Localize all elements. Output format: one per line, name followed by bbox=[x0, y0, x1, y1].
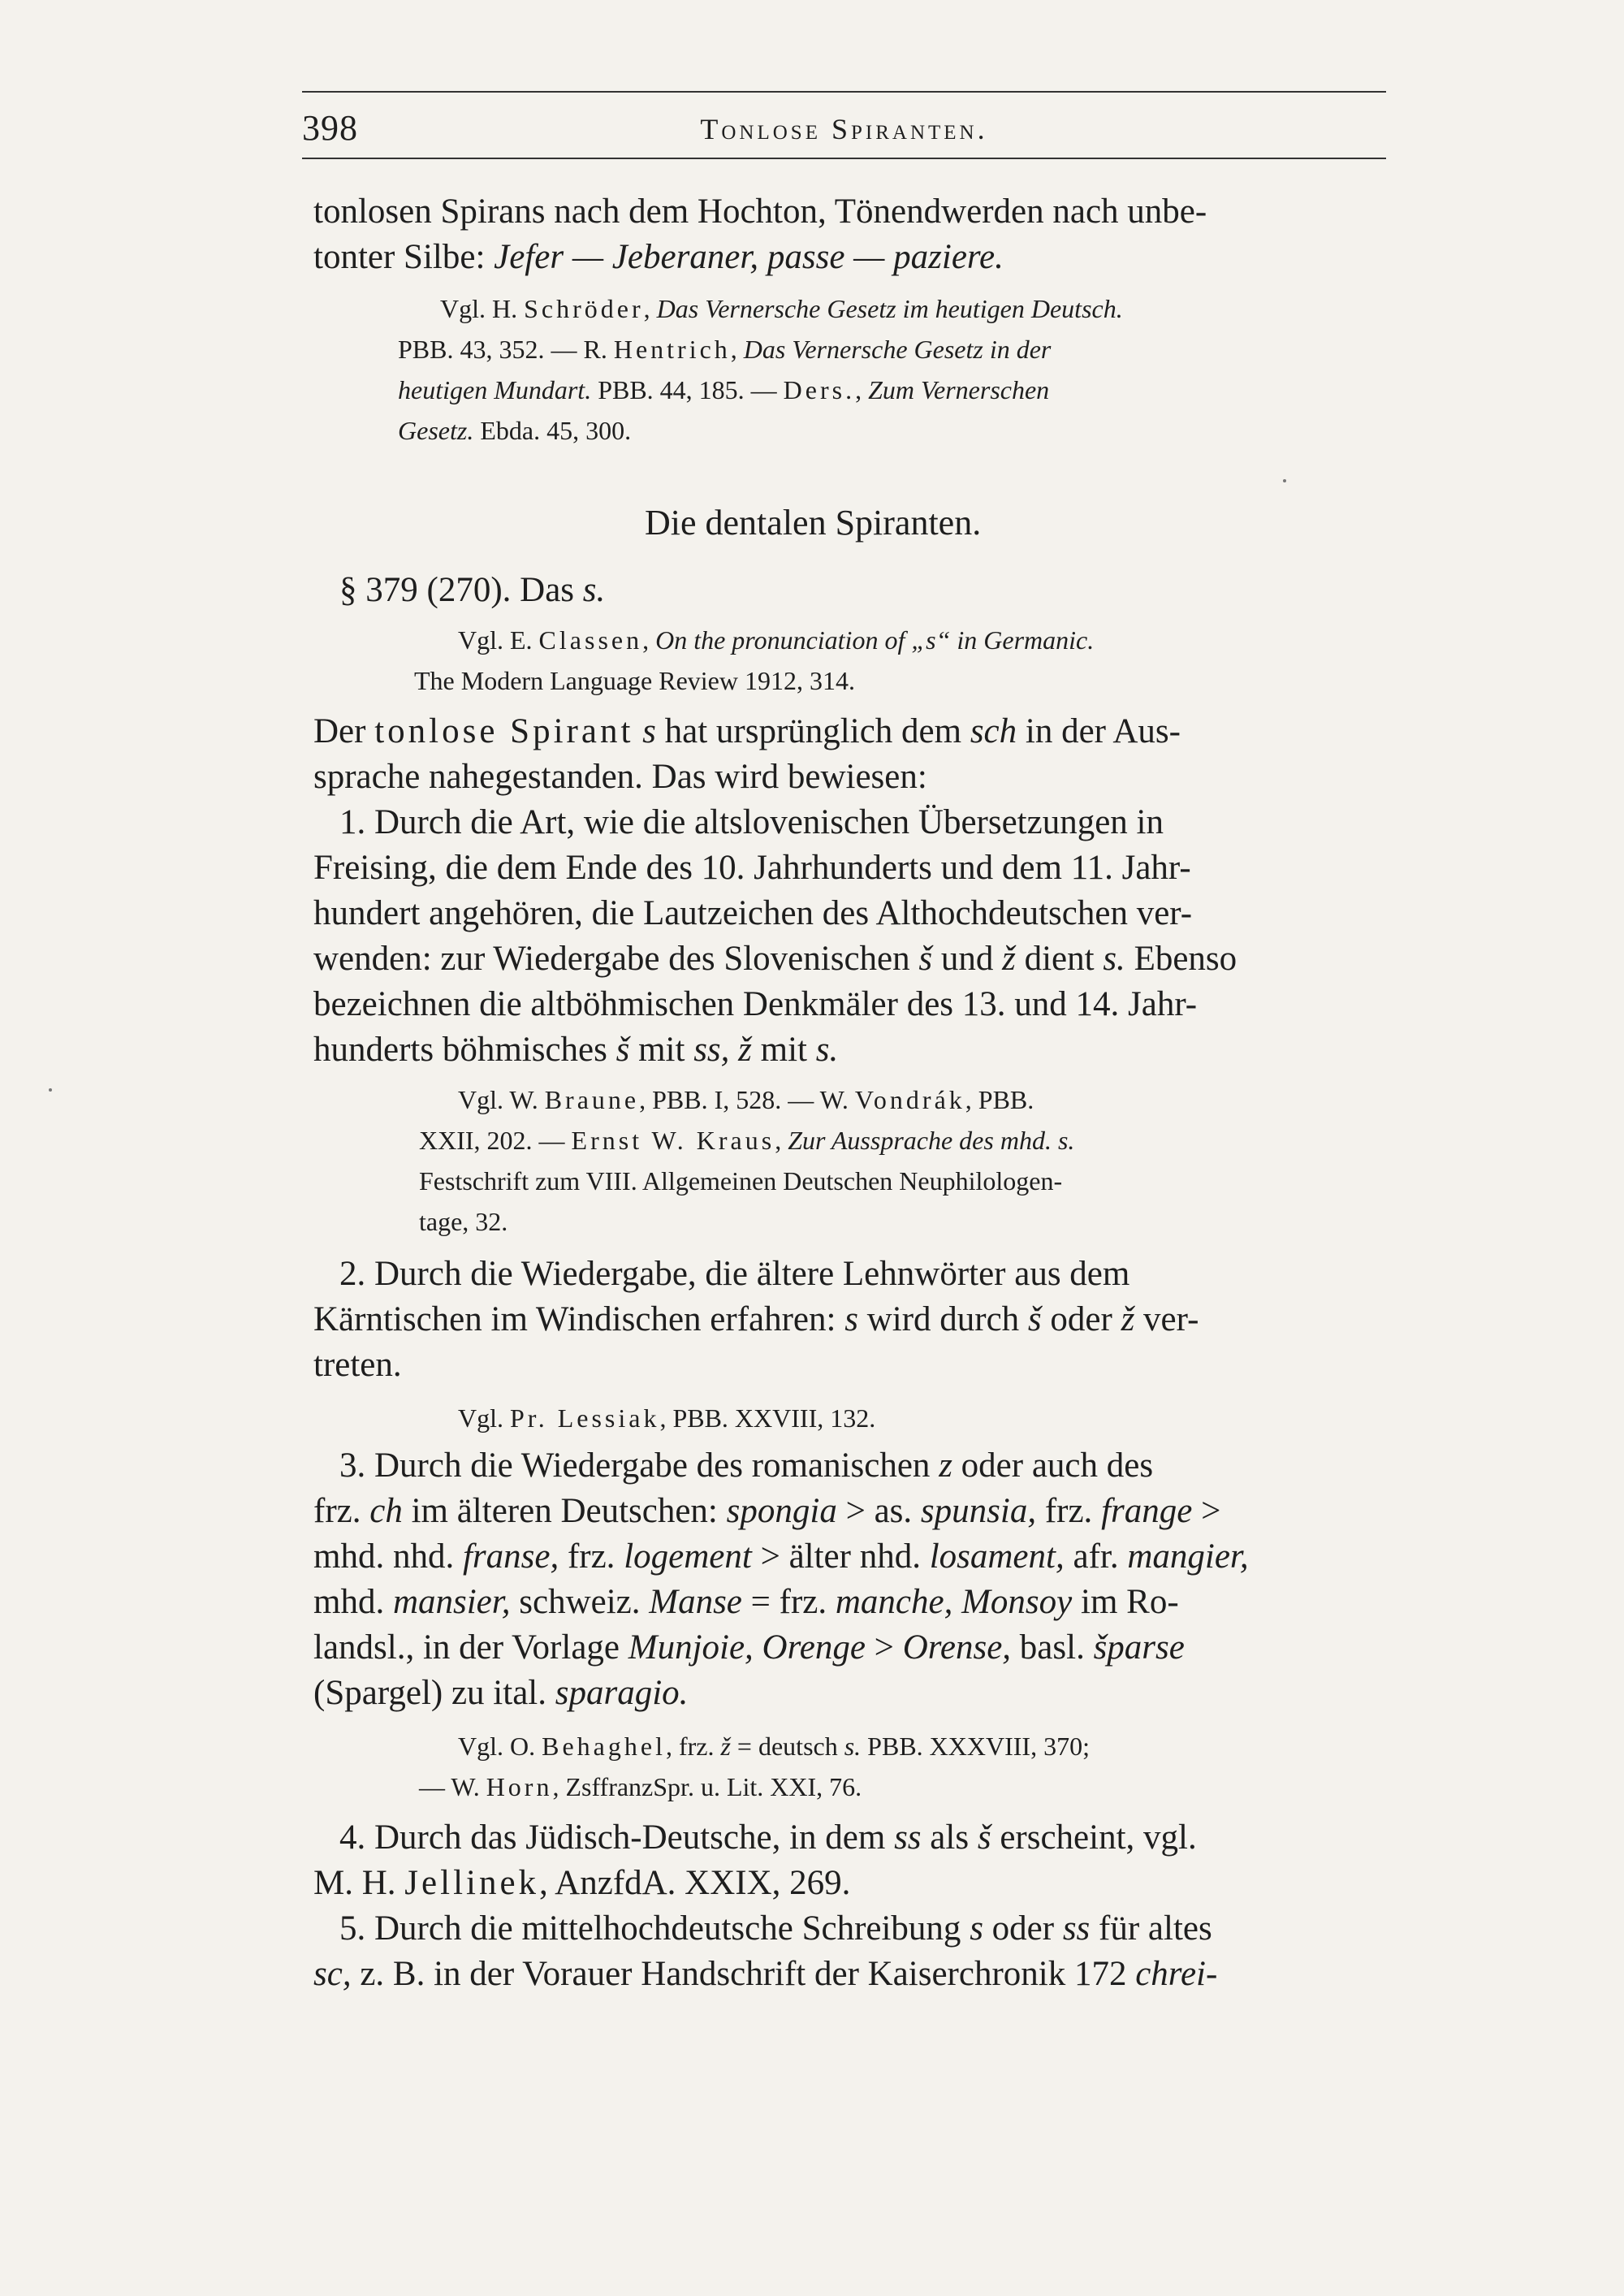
italic-span: franse, bbox=[462, 1537, 559, 1576]
text-span: Der bbox=[313, 712, 375, 750]
italic-span: spongia bbox=[726, 1492, 837, 1530]
text-span: Vgl. E. bbox=[458, 625, 539, 655]
reference-line bbox=[398, 375, 1049, 405]
text-span: oder bbox=[983, 1909, 1063, 1948]
reference-line: Festschrift zum VIII. Allgemeinen Deutschen Neuphilologen- bbox=[419, 1166, 1063, 1196]
italic-span: s. bbox=[1103, 940, 1125, 978]
text-span: in der Aus- bbox=[1017, 712, 1181, 750]
text-line bbox=[339, 1909, 1212, 1948]
text-span: , PBB. bbox=[965, 1085, 1034, 1114]
author-name: Horn bbox=[486, 1772, 553, 1801]
italic-span: ž bbox=[1121, 1300, 1135, 1338]
author-name: Braune bbox=[544, 1085, 640, 1114]
italic-span: Gesetz. bbox=[398, 416, 474, 445]
text-span: frz. bbox=[313, 1492, 370, 1530]
text-span: XXII, 202. — bbox=[419, 1126, 572, 1155]
text-span: dient bbox=[1015, 940, 1104, 978]
text-span: mit bbox=[751, 1031, 816, 1069]
text-span: > bbox=[1192, 1492, 1221, 1530]
italic-span: s bbox=[633, 712, 656, 750]
text-line bbox=[313, 1030, 838, 1070]
text-span: hunderts böhmisches bbox=[313, 1031, 616, 1069]
italic-span: z bbox=[939, 1446, 952, 1485]
text-line bbox=[313, 1673, 688, 1713]
text-span: z. B. in der Vorauer Handschrift der Kaiserchronik 172 bbox=[351, 1955, 1136, 1993]
author-name: Hentrich bbox=[613, 335, 731, 364]
italic-span: ss bbox=[894, 1818, 922, 1857]
italic-span: manche, Monsoy bbox=[835, 1583, 1073, 1621]
text-span: hat ursprünglich dem bbox=[655, 712, 970, 750]
reference-line bbox=[398, 335, 1051, 365]
text-span: 4. Durch das Jüdisch-Deutsche, in dem bbox=[339, 1818, 895, 1857]
italic-span: Das Vernersche Gesetz in der bbox=[743, 335, 1052, 364]
text-span: > bbox=[865, 1628, 903, 1667]
text-span: , bbox=[855, 375, 869, 404]
text-span: ver- bbox=[1134, 1300, 1199, 1338]
text-span: wenden: zur Wiedergabe des Slovenischen bbox=[313, 940, 919, 978]
text-span: mhd. nhd. bbox=[313, 1537, 463, 1576]
text-line bbox=[313, 711, 1181, 751]
text-line: Freising, die dem Ende des 10. Jahrhunderts und dem 11. Jahr- bbox=[313, 849, 1191, 887]
italic-span: s. bbox=[582, 571, 606, 609]
italic-span: sch bbox=[970, 712, 1017, 750]
italic-span: Zur Aussprache des mhd. s. bbox=[788, 1126, 1075, 1155]
text-span: Vgl. W. bbox=[458, 1085, 545, 1114]
italic-span: mangier, bbox=[1127, 1537, 1249, 1576]
text-span: , AnzfdA. XXIX, 269. bbox=[539, 1864, 851, 1902]
text-span: Ebda. 45, 300. bbox=[473, 416, 632, 445]
author-name: Pr. Lessiak bbox=[510, 1403, 660, 1433]
text-span: frz. bbox=[1036, 1492, 1102, 1530]
text-line: treten. bbox=[313, 1346, 402, 1384]
text-span: Vgl. bbox=[458, 1403, 510, 1433]
italic-span: Manse bbox=[649, 1583, 742, 1621]
text-span: = deutsch bbox=[730, 1732, 844, 1761]
text-line bbox=[313, 237, 1004, 277]
italic-span: ž bbox=[720, 1732, 731, 1761]
text-span: Vgl. H. bbox=[440, 294, 525, 323]
reference-line bbox=[458, 625, 1094, 655]
text-span: PBB. XXXVIII, 370; bbox=[861, 1732, 1090, 1761]
text-line bbox=[313, 1628, 1185, 1667]
text-span: , PBB. XXVIII, 132. bbox=[659, 1403, 876, 1433]
text-span: tonter Silbe: bbox=[313, 238, 495, 276]
author-name: Ernst W. Kraus bbox=[571, 1126, 775, 1155]
text-line bbox=[313, 1863, 850, 1903]
text-span: oder auch des bbox=[952, 1446, 1154, 1485]
text-span: Ebenso bbox=[1125, 940, 1237, 978]
scan-speck bbox=[49, 1088, 52, 1092]
text-span: für altes bbox=[1090, 1909, 1212, 1948]
section-heading: Die dentalen Spiranten. bbox=[645, 503, 982, 543]
reference-line: The Modern Language Review 1912, 314. bbox=[414, 666, 855, 695]
italic-span: ž bbox=[1002, 940, 1016, 978]
text-span: § 379 (270). Das bbox=[339, 571, 583, 609]
text-span: , PBB. I, 528. — W. bbox=[639, 1085, 855, 1114]
text-span: wird durch bbox=[857, 1300, 1028, 1338]
text-line: hundert angehören, die Lautzeichen des Althochdeutschen ver- bbox=[313, 894, 1193, 932]
text-span: afr. bbox=[1064, 1537, 1128, 1576]
text-line bbox=[313, 939, 1237, 979]
text-span: mit bbox=[629, 1031, 694, 1069]
reference-line bbox=[398, 416, 631, 446]
text-span: im älteren Deutschen: bbox=[402, 1492, 727, 1530]
italic-span: On the pronunciation of „s“ in Germanic. bbox=[655, 625, 1095, 655]
text-line bbox=[313, 1954, 1217, 1994]
reference-line bbox=[458, 1732, 1090, 1762]
text-span: landsl., in der Vorlage bbox=[313, 1628, 628, 1667]
text-line bbox=[313, 1537, 1249, 1576]
italic-span: s. bbox=[815, 1031, 839, 1069]
author-name: Jellinek bbox=[404, 1864, 540, 1902]
text-span: , bbox=[642, 625, 656, 655]
italic-span: losament, bbox=[929, 1537, 1065, 1576]
text-span: PBB. 44, 185. — bbox=[591, 375, 784, 404]
reference-line bbox=[458, 1085, 1034, 1115]
text-line: bezeichnen die altböhmischen Denkmäler des 13. und 14. Jahr- bbox=[313, 985, 1198, 1023]
italic-span: ch bbox=[369, 1492, 403, 1530]
text-line bbox=[313, 1491, 1220, 1531]
italic-span: mansier, bbox=[392, 1583, 511, 1621]
text-span: erscheint, vgl. bbox=[991, 1818, 1197, 1857]
text-line bbox=[313, 192, 1207, 231]
text-span: basl. bbox=[1011, 1628, 1094, 1667]
text-span: — W. bbox=[419, 1772, 486, 1801]
text-span: oder bbox=[1041, 1300, 1121, 1338]
text-span: M. H. bbox=[313, 1864, 405, 1902]
italic-span: šparse bbox=[1093, 1628, 1185, 1667]
italic-span: Munjoie, Orenge bbox=[628, 1628, 866, 1667]
text-line bbox=[313, 1299, 1199, 1339]
author-name: Vondrák bbox=[854, 1085, 965, 1114]
italic-span: frange bbox=[1101, 1492, 1193, 1530]
italic-span: Das Vernersche Gesetz im heutigen Deutsch. bbox=[656, 294, 1123, 323]
page-number: 398 bbox=[302, 108, 358, 148]
italic-span: ss bbox=[1062, 1909, 1091, 1948]
italic-span: logement bbox=[624, 1537, 752, 1576]
running-title: Tonlose Spiranten. bbox=[700, 113, 988, 145]
italic-span: spunsia, bbox=[920, 1492, 1037, 1530]
text-span: , ZsffranzSpr. u. Lit. XXI, 76. bbox=[552, 1772, 862, 1801]
text-span: PBB. 43, 352. — R. bbox=[398, 335, 614, 364]
italic-span: š bbox=[977, 1818, 991, 1857]
italic-span: Zum Vernerschen bbox=[868, 375, 1050, 404]
text-line bbox=[339, 1446, 1153, 1485]
author-name: Schröder bbox=[524, 294, 644, 323]
text-span: , frz. bbox=[665, 1732, 721, 1761]
italic-span: Orense, bbox=[902, 1628, 1012, 1667]
paragraph-heading bbox=[339, 570, 605, 610]
reference-line bbox=[419, 1126, 1074, 1156]
text-span: und bbox=[932, 940, 1003, 978]
text-span: (Spargel) zu ital. bbox=[313, 1674, 555, 1712]
reference-line bbox=[440, 294, 1123, 324]
text-span: mhd. bbox=[313, 1583, 393, 1621]
italic-span: š bbox=[918, 940, 933, 978]
text-span: im Ro- bbox=[1072, 1583, 1179, 1621]
italic-span: s bbox=[844, 1300, 858, 1338]
reference-line bbox=[458, 1403, 875, 1433]
italic-span: heutigen Mundart. bbox=[398, 375, 592, 404]
text-span: 3. Durch die Wiedergabe des romanischen bbox=[339, 1446, 939, 1485]
reference-line bbox=[419, 1772, 862, 1802]
text-line: sprache nahegestanden. Das wird bewiesen: bbox=[313, 758, 927, 796]
text-span: Kärntischen im Windischen erfahren: bbox=[313, 1300, 845, 1338]
text-span: Vgl. O. bbox=[458, 1732, 542, 1761]
text-span: = frz. bbox=[741, 1583, 836, 1621]
text-span: schweiz. bbox=[510, 1583, 650, 1621]
italic-span: chrei- bbox=[1135, 1955, 1218, 1993]
text-span: , bbox=[730, 335, 744, 364]
text-line: 1. Durch die Art, wie die altslovenischen Übersetzungen in bbox=[339, 803, 1164, 841]
running-header bbox=[302, 91, 1386, 159]
italic-span: s bbox=[970, 1909, 983, 1948]
author-name: Behaghel bbox=[542, 1732, 666, 1761]
text-span: 5. Durch die mittelhochdeutsche Schreibung bbox=[339, 1909, 970, 1948]
italic-span: š bbox=[1027, 1300, 1042, 1338]
italic-span: ss, ž bbox=[693, 1031, 752, 1069]
text-span: frz. bbox=[559, 1537, 624, 1576]
scan-speck bbox=[1283, 479, 1286, 482]
text-span: , bbox=[643, 294, 657, 323]
text-line bbox=[313, 1582, 1179, 1622]
italic-span: sparagio. bbox=[555, 1674, 689, 1712]
text-span: als bbox=[921, 1818, 978, 1857]
author-name: Classen bbox=[538, 625, 643, 655]
author-name: Ders. bbox=[783, 375, 856, 404]
text-span: > älter nhd. bbox=[751, 1537, 930, 1576]
spaced-term: tonlose Spirant bbox=[374, 712, 634, 750]
text-span: tonlosen Spirans nach dem Hochton, Tönendwerden nach unbe- bbox=[313, 192, 1207, 231]
italic-span: s. bbox=[844, 1732, 862, 1761]
italic-span: š bbox=[615, 1031, 630, 1069]
text-line bbox=[339, 1818, 1197, 1857]
text-span: , bbox=[775, 1126, 788, 1155]
text-span: > as. bbox=[836, 1492, 921, 1530]
italic-span: sc, bbox=[313, 1955, 352, 1993]
italic-span: Jefer — Jeberaner, passe — paziere. bbox=[494, 238, 1004, 276]
reference-line: tage, 32. bbox=[419, 1207, 508, 1236]
text-line: 2. Durch die Wiedergabe, die ältere Lehnwörter aus dem bbox=[339, 1255, 1130, 1293]
